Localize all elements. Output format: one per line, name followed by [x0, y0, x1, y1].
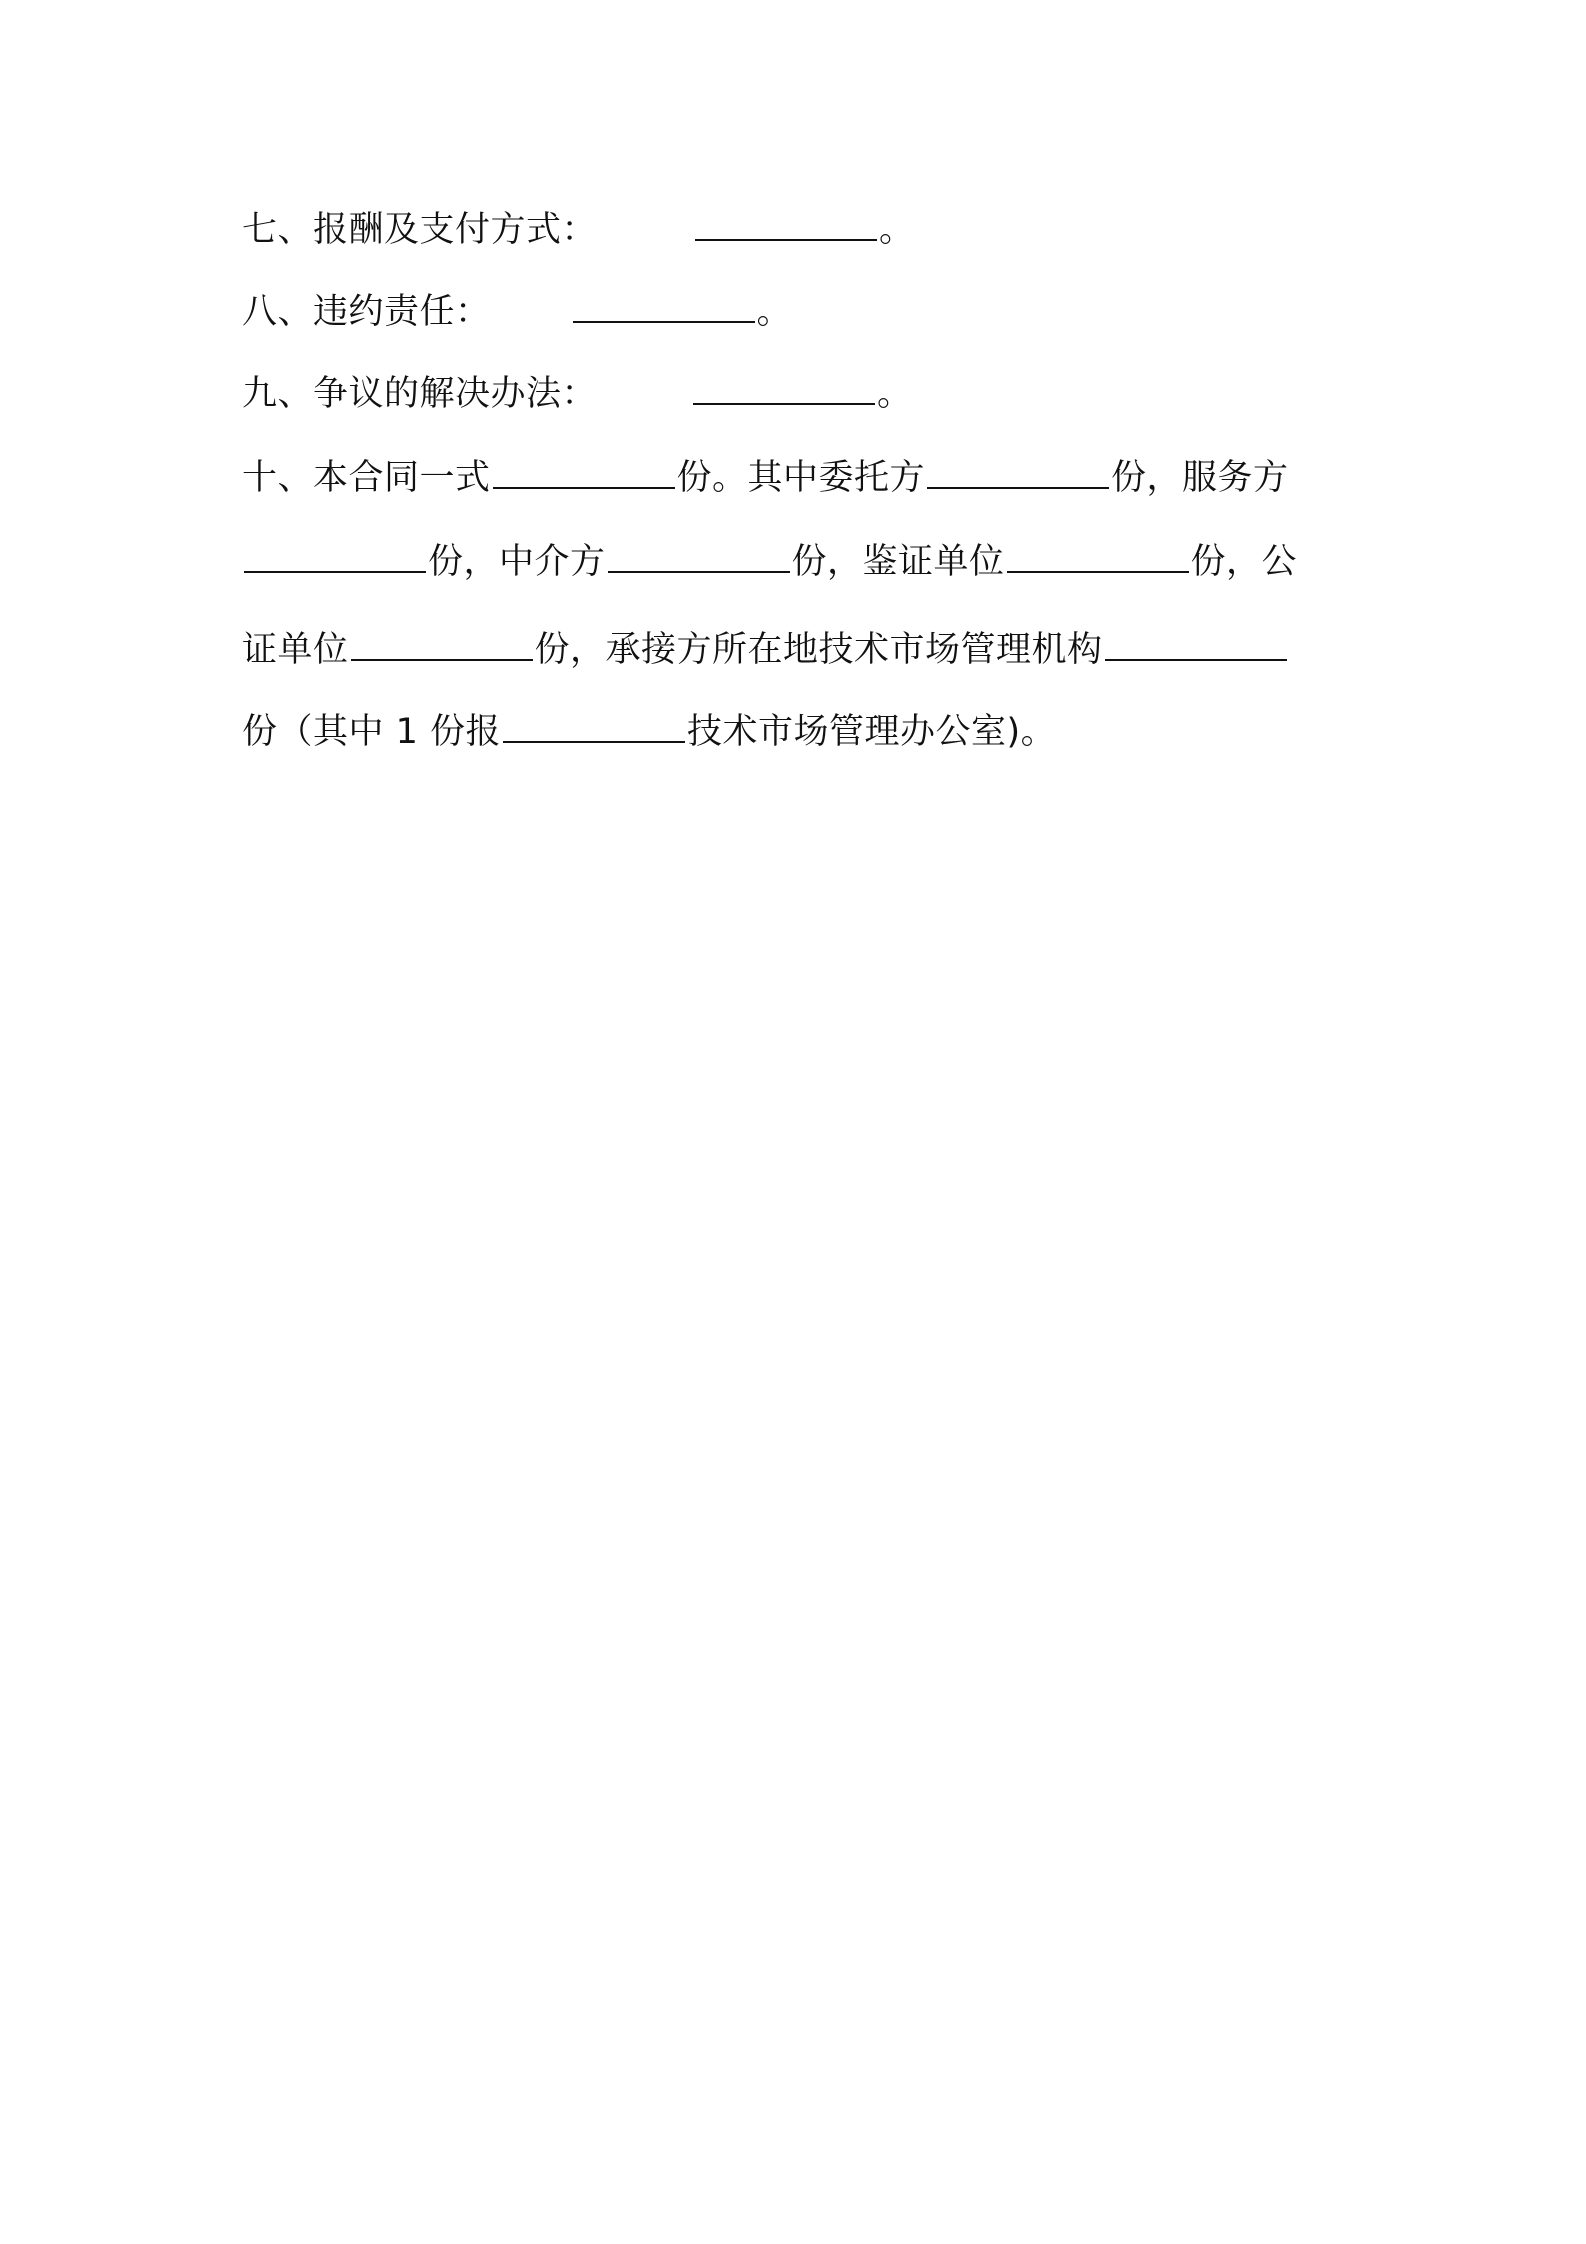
clause-10-text: 份，中介方 — [428, 542, 606, 582]
clause-9 — [242, 372, 913, 416]
clause-8-label: 八、违约责任： — [242, 292, 491, 332]
clause-10-text: 份，公 — [1190, 542, 1298, 582]
fill-blank[interactable] — [351, 629, 533, 661]
clause-8-end: 。 — [756, 292, 793, 332]
clause-10-text: 份。其中委托方 — [676, 458, 926, 498]
clause-10-text: 份，承接方所在地技术市场管理机构 — [534, 630, 1103, 670]
fill-blank[interactable] — [244, 541, 426, 573]
clause-7 — [242, 208, 915, 252]
clause-10-text: 十、本合同一式 — [242, 458, 491, 498]
clause-10-text: 份，鉴证单位 — [791, 542, 1005, 582]
fill-blank[interactable] — [1105, 629, 1287, 661]
fill-blank[interactable] — [493, 457, 675, 489]
clause-10-text: 份，服务方 — [1111, 458, 1289, 498]
clause-9-label: 九、争议的解决办法： — [242, 374, 598, 414]
clause-7-label: 七、报酬及支付方式： — [242, 210, 598, 250]
clause-10-line-1 — [242, 456, 1289, 500]
fill-blank[interactable] — [695, 209, 877, 241]
clause-10-text: 证单位 — [242, 630, 349, 670]
fill-blank[interactable] — [573, 291, 755, 323]
clause-10-text: 技术市场管理办公室)。 — [687, 712, 1057, 752]
fill-blank[interactable] — [927, 457, 1109, 489]
fill-blank[interactable] — [1007, 541, 1189, 573]
clause-10-line-3 — [242, 628, 1289, 672]
fill-blank[interactable] — [608, 541, 790, 573]
clause-10-line-4 — [242, 710, 1056, 754]
clause-8 — [242, 290, 792, 334]
clause-10-line-2 — [242, 540, 1297, 584]
fill-blank[interactable] — [693, 373, 875, 405]
clause-10-text: 份（其中 1 份报 — [242, 712, 502, 752]
fill-blank[interactable] — [503, 711, 685, 743]
clause-9-end: 。 — [877, 374, 913, 414]
clause-7-end: 。 — [879, 210, 915, 250]
